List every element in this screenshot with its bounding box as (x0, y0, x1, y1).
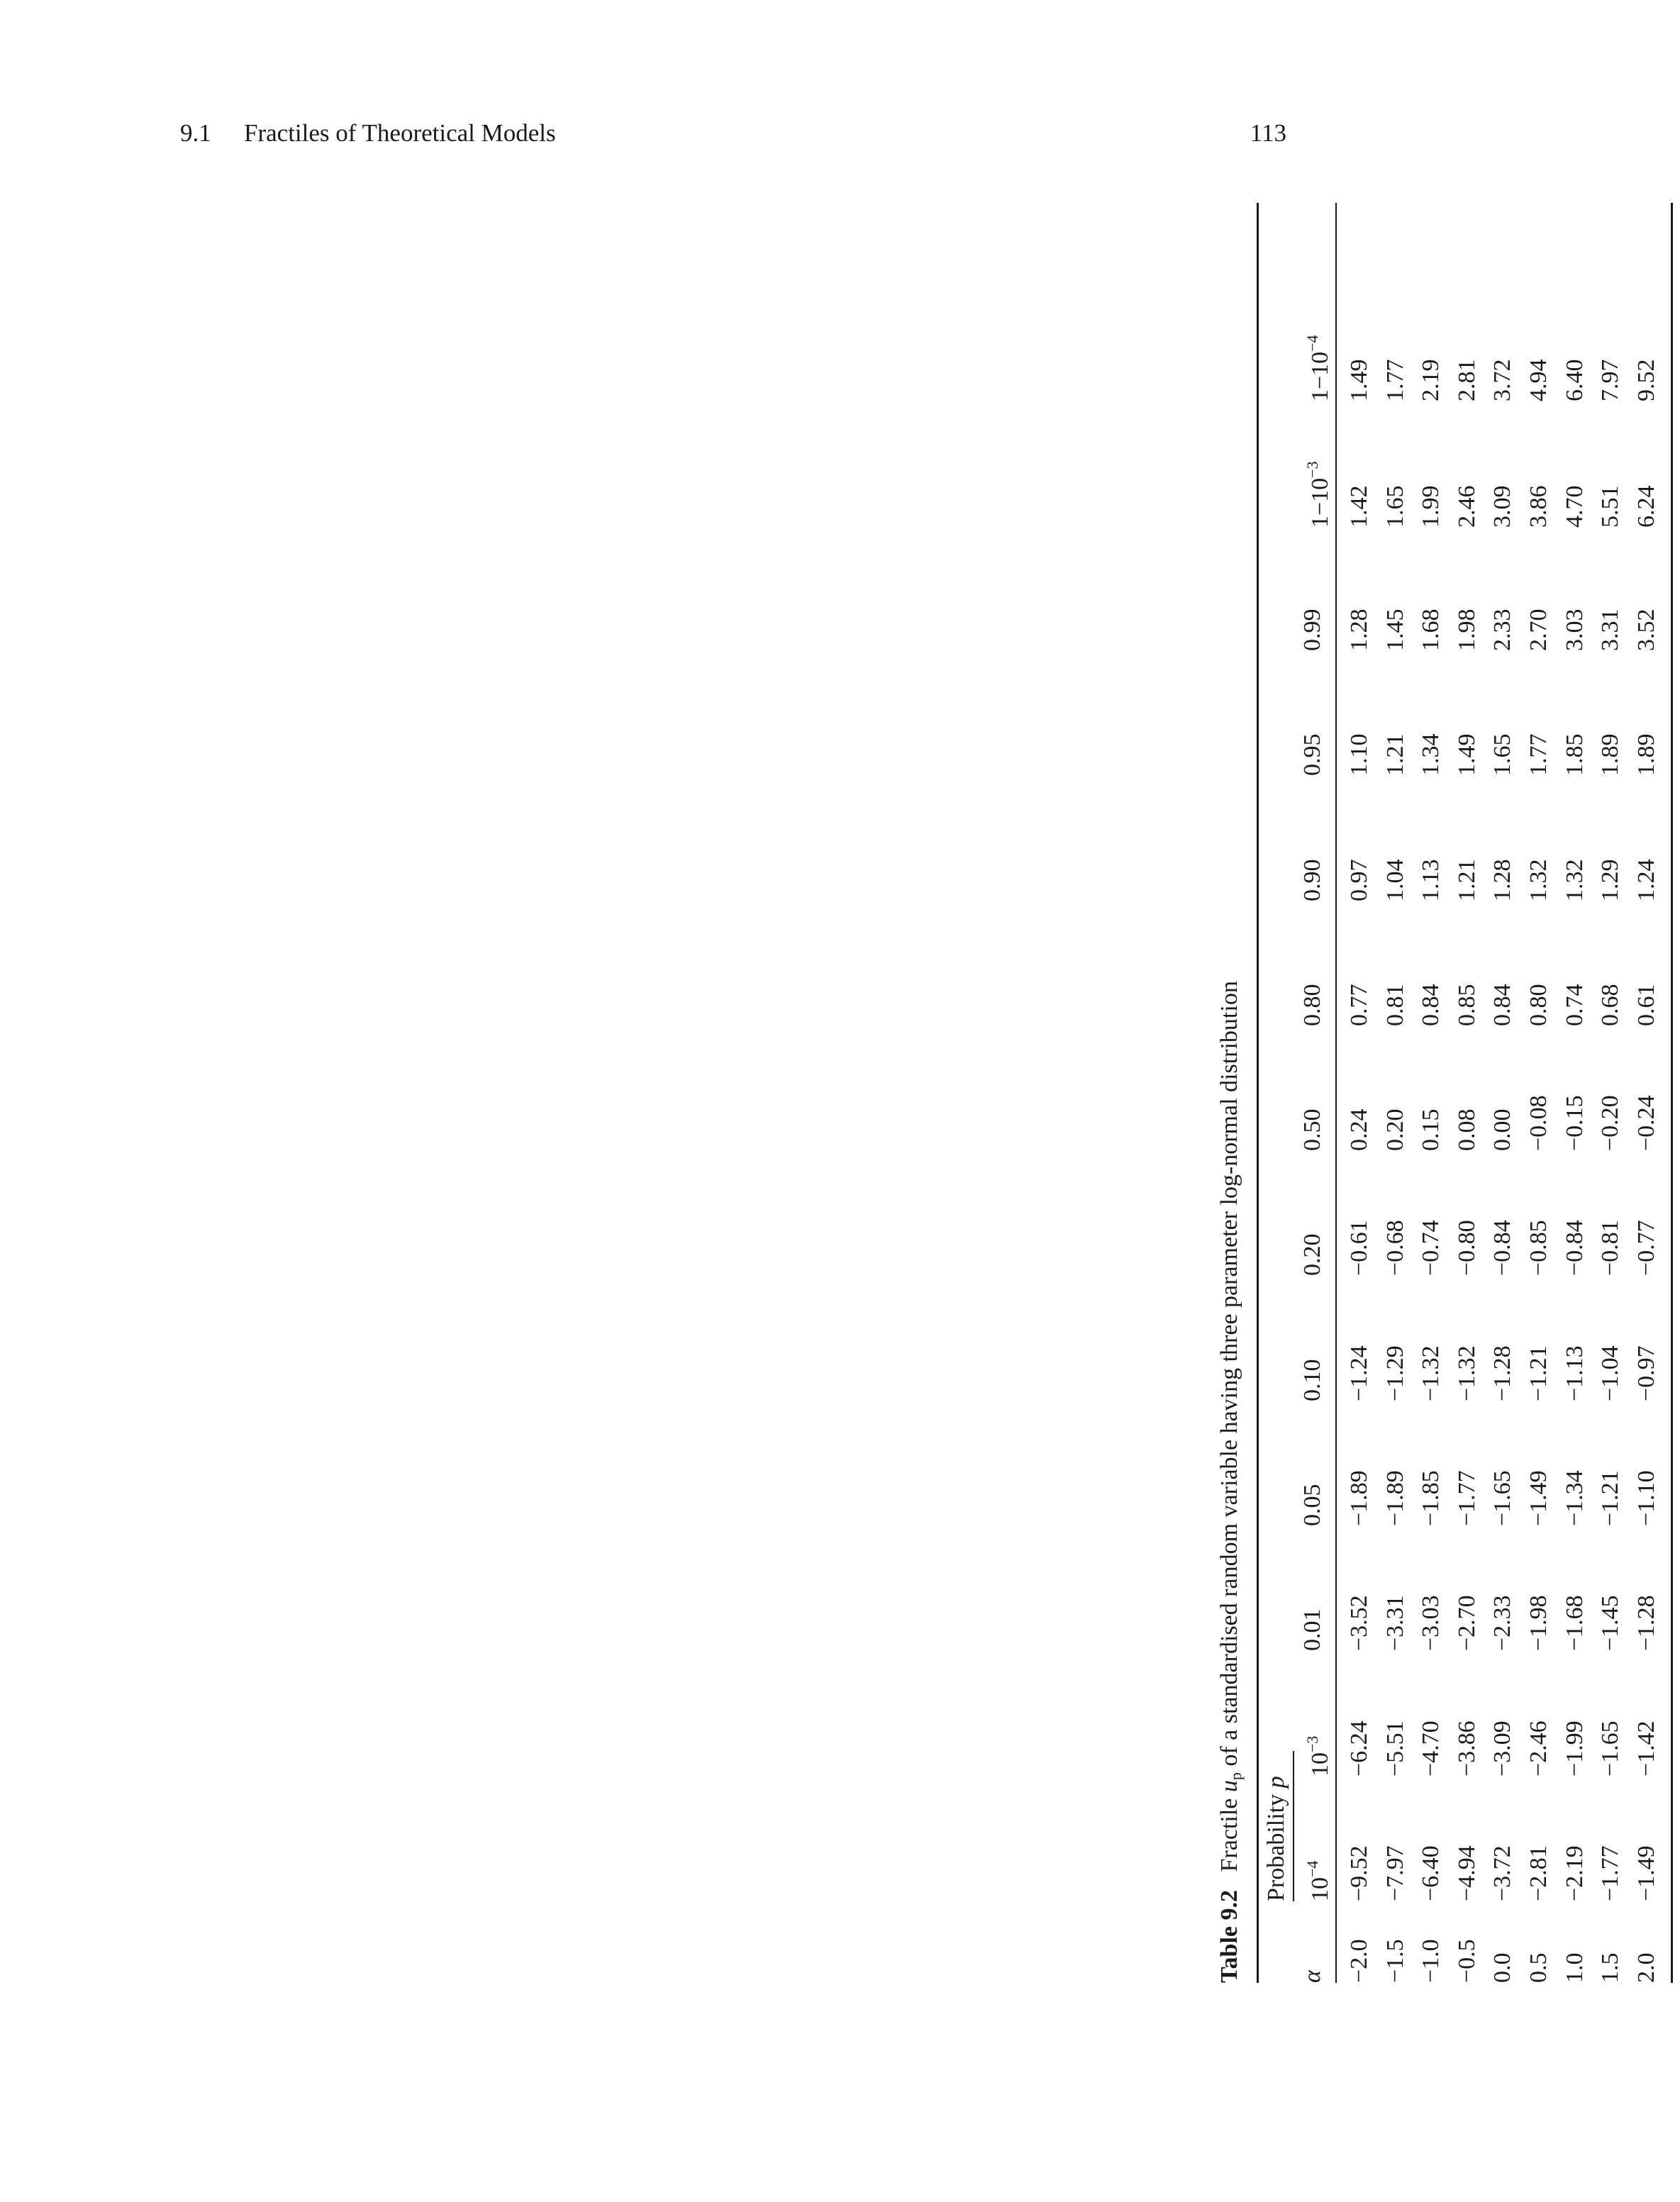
column-header (1296, 734, 1330, 777)
probability-var: p (1263, 1776, 1289, 1789)
column-header (1296, 860, 1330, 902)
table-cell: 1.49 (1454, 733, 1480, 776)
table-cell: −1.98 (1525, 1595, 1552, 1651)
table-caption-sub: p (1227, 1772, 1245, 1781)
table-cell: −6.40 (1418, 1845, 1444, 1901)
table-cell: −1.45 (1597, 1595, 1623, 1651)
table-cell: −2.70 (1454, 1595, 1480, 1651)
section-title: Fractiles of Theoretical Models (244, 119, 556, 147)
table-top-rule (1257, 203, 1259, 1983)
table-cell: 4.94 (1525, 359, 1552, 401)
table-cell: 1.28 (1489, 859, 1515, 901)
column-header (1296, 1109, 1330, 1152)
column-header (1296, 609, 1330, 652)
table-cell: 2.46 (1454, 485, 1480, 528)
table-cell: 1.65 (1489, 733, 1515, 776)
table-cell: 3.03 (1562, 608, 1588, 651)
alpha-value: 0.0 (1489, 1952, 1515, 1983)
table-cell: 0.80 (1525, 984, 1552, 1026)
table-cell: 0.74 (1562, 984, 1588, 1026)
table-cell: 1.77 (1382, 359, 1408, 401)
table-cell: −1.10 (1633, 1470, 1659, 1526)
table-cell: 0.97 (1346, 859, 1372, 901)
column-header-base: 1−10 (1307, 477, 1333, 528)
alpha-value: 1.5 (1597, 1952, 1623, 1983)
table-cell: −0.85 (1525, 1220, 1552, 1276)
table-cell: −1.32 (1418, 1345, 1444, 1401)
column-header-base: 0.99 (1299, 608, 1325, 651)
table-cell: 1.28 (1346, 608, 1372, 651)
table-cell: 1.04 (1382, 859, 1408, 901)
table-cell: −1.42 (1633, 1720, 1659, 1776)
table-cell: −1.28 (1489, 1345, 1515, 1401)
table-cell: −4.70 (1418, 1720, 1444, 1776)
table-cell: 7.97 (1597, 359, 1623, 401)
column-header-base: 0.05 (1299, 1484, 1325, 1526)
table-cell: −1.49 (1633, 1845, 1659, 1901)
table-cell: −0.80 (1454, 1220, 1480, 1276)
table-caption-text: of a standardised random variable having three parameter log-normal distribution (1216, 981, 1242, 1767)
table-cell: −1.24 (1346, 1345, 1372, 1401)
table-cell: −0.77 (1633, 1220, 1659, 1276)
table-cell: 3.72 (1489, 359, 1515, 401)
table-cell: −0.68 (1382, 1220, 1408, 1276)
table-cell: −1.85 (1418, 1470, 1444, 1526)
table-cell: 1.89 (1597, 733, 1623, 776)
table-cell: −3.09 (1489, 1720, 1515, 1776)
table-cell: 0.85 (1454, 984, 1480, 1026)
table-cell: 1.89 (1633, 733, 1659, 776)
column-header-base: 0.80 (1299, 984, 1325, 1026)
table-cell: 3.31 (1597, 608, 1623, 651)
table-cell: −0.08 (1525, 1095, 1552, 1151)
table-cell: −0.97 (1633, 1345, 1659, 1401)
table-cell: −2.81 (1525, 1845, 1552, 1901)
table-cell: −1.77 (1454, 1470, 1480, 1526)
table-cell: −7.97 (1382, 1845, 1408, 1901)
table-caption-var: u (1216, 1780, 1242, 1793)
table-cell: 6.40 (1562, 359, 1588, 401)
table-cell: 2.70 (1525, 608, 1552, 651)
table-cell: −2.19 (1562, 1845, 1588, 1901)
column-header (1296, 1359, 1330, 1402)
table-cell: −0.81 (1597, 1220, 1623, 1276)
alpha-column-header: α (1299, 1970, 1325, 1983)
table-cell: −3.52 (1346, 1595, 1372, 1651)
table-cell: −1.04 (1597, 1345, 1623, 1401)
table-cell: −0.24 (1633, 1095, 1659, 1151)
table-cell: −2.46 (1525, 1720, 1552, 1776)
alpha-value: −1.5 (1382, 1939, 1408, 1983)
table-caption-label: Table 9.2 (1216, 1889, 1242, 1983)
table-cell: −4.94 (1454, 1845, 1480, 1901)
table-cell: −3.86 (1454, 1720, 1480, 1776)
table-cell: 1.68 (1418, 608, 1444, 651)
running-head (180, 118, 1286, 149)
alpha-value: −2.0 (1346, 1939, 1372, 1983)
table-cell: 0.81 (1382, 984, 1408, 1026)
table-cell: −1.89 (1382, 1470, 1408, 1526)
table-cell: 0.00 (1489, 1108, 1515, 1151)
column-header (1296, 984, 1330, 1027)
table-cell: 5.51 (1597, 485, 1623, 528)
table-cell: 0.61 (1633, 984, 1659, 1026)
alpha-value: 1.0 (1562, 1952, 1588, 1983)
table-cell: −3.72 (1489, 1845, 1515, 1901)
alpha-value: −1.0 (1418, 1939, 1444, 1983)
fractile-table (1212, 203, 1680, 1983)
table-cell: 0.15 (1418, 1108, 1444, 1151)
table-cell: 1.42 (1346, 485, 1372, 528)
table-cell: 0.08 (1454, 1108, 1480, 1151)
column-header-base: 0.10 (1299, 1359, 1325, 1401)
table-cell: −1.77 (1597, 1845, 1623, 1901)
column-header-exponent: −4 (1303, 335, 1321, 352)
alpha-value: 2.0 (1633, 1952, 1659, 1983)
table-cell: 1.10 (1346, 733, 1372, 776)
table-cell: −1.29 (1382, 1345, 1408, 1401)
page-number: 113 (1250, 119, 1286, 147)
table-bottom-rule (1671, 203, 1673, 1983)
column-header-base: 0.95 (1299, 733, 1325, 776)
table-cell: −1.65 (1597, 1720, 1623, 1776)
column-header-exponent: −4 (1303, 1860, 1321, 1877)
table-cell: 3.86 (1525, 485, 1552, 528)
table-cell: 2.33 (1489, 608, 1515, 651)
column-header-base: 0.20 (1299, 1233, 1325, 1276)
table-cell: 1.98 (1454, 608, 1480, 651)
table-header-rule (1335, 203, 1337, 1983)
table-cell: 1.32 (1562, 859, 1588, 901)
probability-underline (1293, 1751, 1294, 1901)
column-header (1296, 1234, 1330, 1277)
table-cell: 1.21 (1454, 859, 1480, 901)
table-cell: 1.34 (1418, 733, 1444, 776)
table-cell: −3.03 (1418, 1595, 1444, 1651)
table-cell: 0.84 (1418, 984, 1444, 1026)
table-cell: 4.70 (1562, 485, 1588, 528)
table-cell: 0.20 (1382, 1108, 1408, 1151)
alpha-value: −0.5 (1454, 1939, 1480, 1983)
table-cell: −1.21 (1597, 1470, 1623, 1526)
column-header (1296, 335, 1333, 401)
table-cell: −1.34 (1562, 1470, 1588, 1526)
table-cell: −1.49 (1525, 1470, 1552, 1526)
table-cell: −1.28 (1633, 1595, 1659, 1651)
table-cell: −0.84 (1489, 1220, 1515, 1276)
column-header-base: 10 (1307, 1752, 1333, 1776)
table-cell: −1.99 (1562, 1720, 1588, 1776)
table-cell: 0.77 (1346, 984, 1372, 1026)
table-cell: 0.84 (1489, 984, 1515, 1026)
table-cell: −0.84 (1562, 1220, 1588, 1276)
table-cell: 1.45 (1382, 608, 1408, 651)
table-cell: 3.09 (1489, 485, 1515, 528)
column-header (1296, 1735, 1333, 1776)
table-cell: −1.32 (1454, 1345, 1480, 1401)
column-header-base: 10 (1307, 1877, 1333, 1901)
column-header-exponent: −3 (1303, 461, 1321, 478)
table-cell: −5.51 (1382, 1720, 1408, 1776)
table-cell: 1.65 (1382, 485, 1408, 528)
table-cell: −0.20 (1597, 1095, 1623, 1151)
column-header (1296, 1484, 1330, 1527)
table-cell: −6.24 (1346, 1720, 1372, 1776)
table-cell: −2.33 (1489, 1595, 1515, 1651)
alpha-value: 0.5 (1525, 1952, 1552, 1983)
table-cell: 1.49 (1346, 359, 1372, 401)
table-cell: 1.99 (1418, 485, 1444, 528)
table-cell: −0.74 (1418, 1220, 1444, 1276)
table-cell: −1.13 (1562, 1345, 1588, 1401)
table-cell: −3.31 (1382, 1595, 1408, 1651)
table-caption (1212, 981, 1247, 1983)
table-caption-pre: Fractile (1216, 1798, 1242, 1872)
section-number: 9.1 (180, 119, 211, 147)
table-cell: −1.89 (1346, 1470, 1372, 1526)
column-header-base: 0.50 (1299, 1108, 1325, 1151)
table-cell: 1.13 (1418, 859, 1444, 901)
table-cell: 0.68 (1597, 984, 1623, 1026)
column-header-base: 0.90 (1299, 859, 1325, 901)
probability-header (1262, 1776, 1291, 1901)
table-cell: −1.21 (1525, 1345, 1552, 1401)
table-cell: 1.77 (1525, 733, 1552, 776)
table-cell: 1.21 (1382, 733, 1408, 776)
table-cell: 1.32 (1525, 859, 1552, 901)
table-cell: −0.15 (1562, 1095, 1588, 1151)
table-cell: −1.68 (1562, 1595, 1588, 1651)
table-cell: 1.29 (1597, 859, 1623, 901)
table-cell: 6.24 (1633, 485, 1659, 528)
table-cell: −0.61 (1346, 1220, 1372, 1276)
column-header-exponent: −3 (1303, 1735, 1321, 1752)
column-header (1296, 1860, 1333, 1901)
table-cell: 1.85 (1562, 733, 1588, 776)
table-cell: 9.52 (1633, 359, 1659, 401)
table-cell: 2.81 (1454, 359, 1480, 401)
column-header (1296, 1609, 1330, 1652)
column-header-base: 1−10 (1307, 351, 1333, 401)
column-header (1296, 461, 1333, 528)
probability-label: Probability (1263, 1794, 1289, 1901)
table-cell: 3.52 (1633, 608, 1659, 651)
table-cell: 1.24 (1633, 859, 1659, 901)
table-cell: −9.52 (1346, 1845, 1372, 1901)
table-cell: −1.65 (1489, 1470, 1515, 1526)
column-header-base: 0.01 (1299, 1608, 1325, 1651)
table-cell: 2.19 (1418, 359, 1444, 401)
table-cell: 0.24 (1346, 1108, 1372, 1151)
